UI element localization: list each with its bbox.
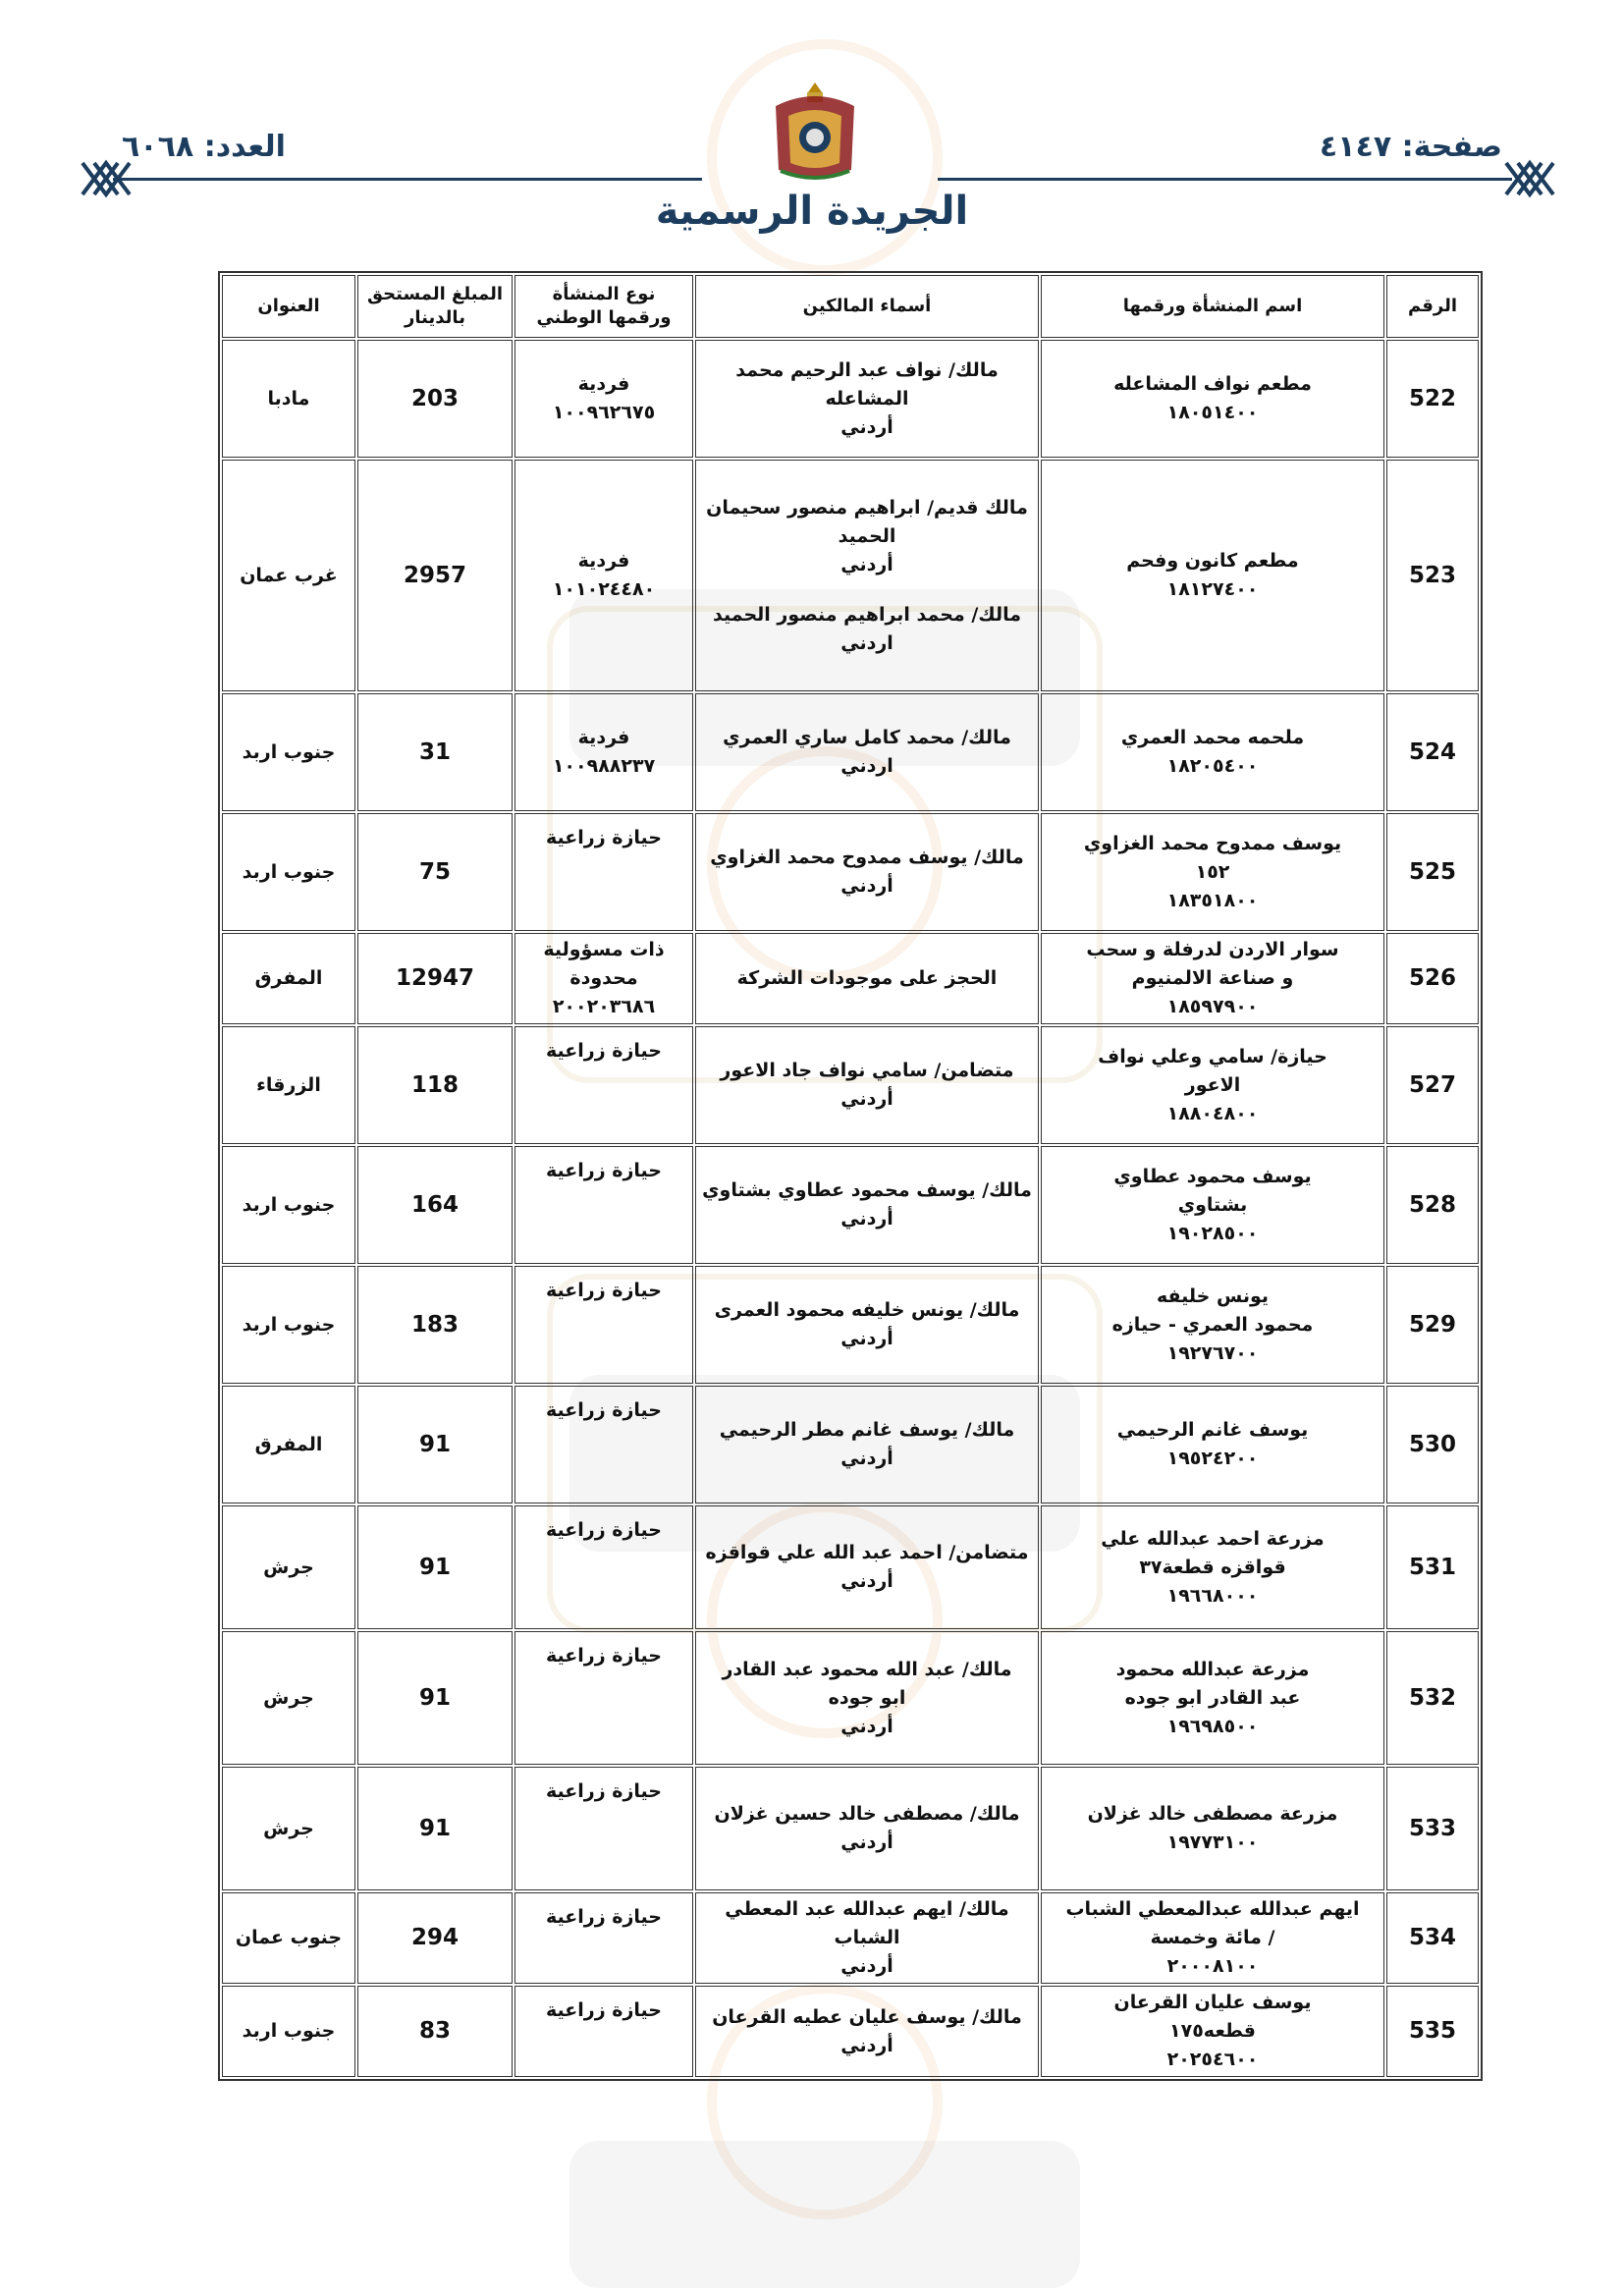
type-cell <box>514 1986 693 2077</box>
type-line: ١٠١٠٢٤٤٨٠ <box>552 578 656 600</box>
type-line: فردية <box>577 727 630 748</box>
amount-cell <box>357 933 513 1024</box>
type-cell <box>514 693 693 811</box>
owner-line: أردني <box>840 1570 893 1592</box>
owner-line: مالك/ نواف عبد الرحيم محمد المشاعله <box>735 358 999 410</box>
type-cell <box>514 340 693 458</box>
address-cell <box>222 1266 355 1384</box>
type-line: فردية <box>577 373 630 395</box>
address-value: جنوب اربد <box>242 1313 336 1336</box>
establishment-line: قطعه١٧٥ <box>1169 2020 1256 2042</box>
establishment-line: ١٩٥٢٤٢٠٠ <box>1166 1448 1259 1469</box>
row-number: 529 <box>1408 1311 1456 1338</box>
amount-value: 83 <box>418 2018 451 2044</box>
amount-value: 91 <box>418 1815 451 1841</box>
row-number: 524 <box>1408 738 1456 765</box>
address-value: جرش <box>263 1556 314 1578</box>
establishment-cell <box>1041 1146 1384 1264</box>
establishment-cell <box>1041 933 1384 1024</box>
amount-cell <box>357 340 513 458</box>
establishment-line: ١٩٠٢٨٥٠٠ <box>1166 1222 1259 1244</box>
owner-entry <box>702 1176 1032 1233</box>
address-cell <box>222 1767 355 1890</box>
owner-entry <box>702 1416 1032 1473</box>
amount-value: 12947 <box>395 965 475 991</box>
owner-line: مالك/ يوسف غانم مطر الرحيمي <box>719 1419 1015 1441</box>
establishment-line: و صناعة الالمنيوم <box>1131 967 1294 989</box>
owner-line: أردني <box>840 2034 893 2056</box>
address-cell <box>222 1631 355 1765</box>
page-number: صفحة: ٤١٤٧ <box>1319 130 1502 164</box>
owner-entry <box>702 494 1032 579</box>
issue-number: العدد: ٦٠٦٨ <box>122 130 286 164</box>
amount-value: 75 <box>418 858 451 885</box>
type-line: حيازة زراعية <box>546 1399 662 1421</box>
owners-cell <box>695 1026 1039 1144</box>
type-cell <box>514 813 693 931</box>
table-row <box>222 340 1479 458</box>
row-number: 528 <box>1408 1191 1456 1218</box>
col-header-address: العنوان <box>222 275 355 338</box>
type-cell <box>514 1266 693 1384</box>
establishment-line: حيازة/ سامي وعلي نواف <box>1098 1045 1327 1067</box>
owner-entry <box>702 601 1032 658</box>
amount-value: 91 <box>418 1554 451 1580</box>
address-value: جنوب عمان <box>235 1927 343 1948</box>
amount-cell <box>357 693 513 811</box>
row-number-cell <box>1386 340 1479 458</box>
establishment-line: مزرعة مصطفى خالد غزلان <box>1087 1803 1338 1825</box>
amount-value: 31 <box>418 738 451 765</box>
owner-entry <box>702 1296 1032 1353</box>
owner-line: أردني <box>840 1955 893 1977</box>
row-number: 532 <box>1408 1684 1456 1711</box>
establishment-line: ١٥٢ <box>1195 860 1230 883</box>
establishment-cell <box>1041 1266 1384 1384</box>
address-value: الزرقاء <box>256 1073 321 1096</box>
owner-line: مالك/ محمد كامل ساري العمري <box>723 727 1011 748</box>
establishment-cell <box>1041 460 1384 691</box>
address-value: غرب عمان <box>240 564 338 586</box>
address-value: جنوب اربد <box>242 740 336 763</box>
amount-cell <box>357 1505 513 1629</box>
amount-cell <box>357 460 513 691</box>
owner-line: أردني <box>840 1088 893 1110</box>
establishment-cell <box>1041 1986 1384 2077</box>
table-row <box>222 460 1479 691</box>
owners-cell <box>695 813 1039 931</box>
establishment-line: ١٩٢٧٦٧٠٠ <box>1166 1341 1259 1364</box>
page-title: الجريدة الرسمية <box>655 189 969 234</box>
owner-line: مالك/ ايهم عبدالله عبد المعطي الشباب <box>725 1898 1009 1948</box>
amount-cell <box>357 1266 513 1384</box>
owner-line: الحميد <box>838 524 896 547</box>
establishment-line: سوار الاردن لدرفلة و سحب <box>1086 939 1339 960</box>
owner-entry <box>702 1057 1032 1114</box>
amount-value: 118 <box>410 1071 459 1098</box>
row-number: 526 <box>1408 965 1456 991</box>
type-cell <box>514 1146 693 1264</box>
address-value: جرش <box>263 1817 314 1839</box>
establishment-line: ملحمه محمد العمري <box>1120 727 1305 748</box>
row-number-cell <box>1386 1146 1479 1264</box>
establishment-line: مطعم نواف المشاعله <box>1113 373 1312 395</box>
establishment-cell <box>1041 340 1384 458</box>
amount-cell <box>357 1986 513 2077</box>
establishment-line: / مائة وخمسة <box>1150 1927 1275 1948</box>
type-cell <box>514 460 693 691</box>
owners-cell <box>695 340 1039 458</box>
amount-value: 91 <box>418 1684 451 1711</box>
establishment-line: ١٩٧٧٣١٠٠ <box>1166 1831 1259 1853</box>
establishment-cell <box>1041 1892 1384 1984</box>
owner-line: مالك/ محمد ابراهيم منصور الحميد <box>712 603 1021 626</box>
establishment-line: يوسف ممدوح محمد الغزاوي <box>1083 832 1342 854</box>
address-value: جرش <box>263 1686 314 1709</box>
owner-entry <box>702 844 1032 901</box>
owner-entry <box>702 724 1032 781</box>
owner-line: الحجز على موجودات الشركة <box>736 967 998 989</box>
address-cell <box>222 460 355 691</box>
col-header-establishment: اسم المنشأة ورقمها <box>1041 275 1384 338</box>
establishment-line: عبد القادر ابو جوده <box>1124 1686 1301 1709</box>
address-value: مادبا <box>267 387 310 410</box>
establishment-cell <box>1041 1631 1384 1765</box>
row-number-cell <box>1386 693 1479 811</box>
type-line: حيازة زراعية <box>546 1160 662 1181</box>
establishment-line: مزرعة عبدالله محمود <box>1115 1658 1310 1680</box>
establishment-line: ٢٠٠٠٨١٠٠ <box>1166 1955 1259 1977</box>
table-row <box>222 693 1479 811</box>
amount-value: 294 <box>410 1925 459 1950</box>
establishment-line: محمود العمري - حيازه <box>1111 1313 1314 1336</box>
establishment-line: يونس خليفه <box>1156 1285 1270 1307</box>
owner-line: مالك/ عبد الله محمود عبد القادر <box>722 1658 1012 1680</box>
establishment-line: ١٨٠٥١٤٠٠ <box>1166 402 1259 423</box>
owner-line: أردني <box>840 1328 893 1349</box>
owner-line: أردني <box>840 1208 893 1230</box>
establishment-cell <box>1041 693 1384 811</box>
address-cell <box>222 1505 355 1629</box>
owners-cell <box>695 1767 1039 1890</box>
row-number-cell <box>1386 813 1479 931</box>
row-number: 531 <box>1408 1554 1456 1580</box>
amount-cell <box>357 813 513 931</box>
address-cell <box>222 693 355 811</box>
establishment-line: ١٩٦٩٨٥٠٠ <box>1166 1715 1259 1737</box>
table-row <box>222 933 1479 1024</box>
owner-line: اردني <box>840 631 893 654</box>
owner-entry <box>702 1800 1032 1857</box>
establishment-cell <box>1041 813 1384 931</box>
row-number-cell <box>1386 1026 1479 1144</box>
row-number: 525 <box>1408 858 1456 885</box>
owners-cell <box>695 1266 1039 1384</box>
amount-cell <box>357 1146 513 1264</box>
owners-cell <box>695 1505 1039 1629</box>
address-cell <box>222 1146 355 1264</box>
address-cell <box>222 1892 355 1984</box>
row-number-cell <box>1386 1767 1479 1890</box>
row-number: 533 <box>1408 1815 1456 1841</box>
owner-line: متضامن/ احمد عبد الله علي قواقزه <box>705 1542 1029 1563</box>
amount-cell <box>357 1631 513 1765</box>
amount-value: 164 <box>410 1191 459 1218</box>
establishment-line: يوسف محمود عطاوي <box>1113 1165 1312 1187</box>
amount-value: 183 <box>410 1311 459 1338</box>
owner-entry <box>702 2003 1032 2060</box>
owner-line: أردني <box>840 1831 893 1853</box>
address-cell <box>222 1026 355 1144</box>
amount-cell <box>357 1386 513 1503</box>
owner-line: أردني <box>840 1448 893 1469</box>
row-number-cell <box>1386 1266 1479 1384</box>
establishment-line: يوسف عليان القرعان <box>1113 1992 1312 2013</box>
row-number: 534 <box>1408 1925 1456 1950</box>
type-line: ذات مسؤولية <box>543 939 665 960</box>
row-number: 530 <box>1408 1431 1456 1457</box>
col-header-number: الرقم <box>1386 275 1479 338</box>
address-cell <box>222 340 355 458</box>
address-value: المفرق <box>254 1433 323 1455</box>
table-row <box>222 1505 1479 1629</box>
row-number: 535 <box>1408 2018 1456 2044</box>
establishment-line: ١٨١٢٧٤٠٠ <box>1166 578 1259 600</box>
establishment-line: مطعم كانون وفحم <box>1126 550 1299 572</box>
table-row <box>222 1986 1479 2077</box>
row-number: 522 <box>1408 385 1456 411</box>
type-cell <box>514 1505 693 1629</box>
row-number-cell <box>1386 1505 1479 1629</box>
type-cell <box>514 933 693 1024</box>
owner-entry <box>702 356 1032 442</box>
amount-cell <box>357 1026 513 1144</box>
establishment-cell <box>1041 1386 1384 1503</box>
row-number-cell <box>1386 1892 1479 1984</box>
type-line: حيازة زراعية <box>546 1280 662 1301</box>
type-line: ١٠٠٩٦٢٦٧٥ <box>552 402 656 423</box>
establishment-line: بشتاوي <box>1177 1193 1248 1216</box>
owner-line: أردني <box>840 415 893 438</box>
owner-entry <box>702 1895 1032 1981</box>
establishment-line: يوسف غانم الرحيمي <box>1116 1419 1309 1441</box>
owners-cell <box>695 1892 1039 1984</box>
establishment-cell <box>1041 1767 1384 1890</box>
owner-line: اردني <box>840 755 893 777</box>
amount-value: 203 <box>410 385 459 411</box>
owners-cell <box>695 933 1039 1024</box>
col-header-amount: المبلغ المستحق بالدينار <box>357 275 513 338</box>
establishment-line: ١٨٥٩٧٩٠٠ <box>1166 996 1259 1017</box>
establishment-line: ايهم عبدالله عبدالمعطي الشباب <box>1065 1898 1360 1920</box>
owner-entry <box>702 964 1032 993</box>
row-number-cell <box>1386 460 1479 691</box>
owner-line: مالك/ يوسف محمود عطاوي بشتاوي <box>702 1179 1032 1201</box>
establishment-line: الاعور <box>1184 1073 1241 1096</box>
row-number: 523 <box>1408 562 1456 588</box>
amount-cell <box>357 1892 513 1984</box>
owners-cell <box>695 460 1039 691</box>
type-line: محدودة <box>569 967 638 989</box>
amount-cell <box>357 1767 513 1890</box>
type-cell <box>514 1026 693 1144</box>
type-line: حيازة زراعية <box>546 827 662 848</box>
owner-line: مالك قديم/ ابراهيم منصور سحيمان <box>706 496 1028 519</box>
establishment-line: ٢٠٢٥٤٦٠٠ <box>1166 2049 1259 2070</box>
address-value: جنوب اربد <box>242 1193 336 1216</box>
type-line: حيازة زراعية <box>546 1906 662 1928</box>
owner-line: متضامن/ سامي نواف جاد الاعور <box>720 1060 1014 1081</box>
owners-cell <box>695 1146 1039 1264</box>
type-cell <box>514 1386 693 1503</box>
owners-cell <box>695 1386 1039 1503</box>
type-line: حيازة زراعية <box>546 1519 662 1541</box>
row-number-cell <box>1386 1631 1479 1765</box>
coat-of-arms-icon <box>761 77 869 185</box>
col-header-owners: أسماء المالكين <box>695 275 1039 338</box>
owner-line: مالك/ يوسف ممدوح محمد الغزاوي <box>710 847 1024 868</box>
owner-line: أردني <box>840 1715 893 1737</box>
type-cell <box>514 1631 693 1765</box>
table-row <box>222 1767 1479 1890</box>
address-value: جنوب اربد <box>242 860 336 883</box>
type-line: فردية <box>577 550 630 572</box>
type-line: ٢٠٠٢٠٣٦٨٦ <box>552 996 656 1017</box>
establishment-line: ١٩٦٦٨٠٠٠ <box>1166 1584 1259 1607</box>
table-row <box>222 1631 1479 1765</box>
owner-entry <box>702 1656 1032 1741</box>
type-line: حيازة زراعية <box>546 1780 662 1802</box>
type-line: ١٠٠٩٨٨٢٣٧ <box>552 755 656 777</box>
owner-line: أردني <box>840 875 893 897</box>
owners-cell <box>695 1986 1039 2077</box>
amount-value: 91 <box>418 1431 451 1457</box>
owners-cell <box>695 1631 1039 1765</box>
table-row <box>222 1146 1479 1264</box>
owner-entry <box>702 1539 1032 1596</box>
table-row <box>222 1266 1479 1384</box>
establishments-table <box>218 271 1483 2081</box>
owner-line: مالك/ يونس خليفه محمود العمرى <box>714 1299 1020 1321</box>
address-cell <box>222 1986 355 2077</box>
row-number-cell <box>1386 1986 1479 2077</box>
owners-cell <box>695 693 1039 811</box>
establishment-line: قواقزه قطعة٣٧ <box>1139 1556 1286 1578</box>
type-line: حيازة زراعية <box>546 1999 662 2021</box>
owner-line: ابو جوده <box>828 1686 906 1709</box>
owner-line: مالك/ مصطفى خالد حسين غزلان <box>714 1803 1020 1825</box>
row-number-cell <box>1386 933 1479 1024</box>
table-row <box>222 1892 1479 1984</box>
address-cell <box>222 933 355 1024</box>
address-cell <box>222 813 355 931</box>
establishment-cell <box>1041 1026 1384 1144</box>
amount-value: 2957 <box>403 562 466 588</box>
type-line: حيازة زراعية <box>546 1645 662 1667</box>
establishment-line: ١٨٨٠٤٨٠٠ <box>1166 1102 1259 1124</box>
row-number: 527 <box>1408 1071 1456 1098</box>
row-number-cell <box>1386 1386 1479 1503</box>
establishment-line: مزرعة احمد عبدالله علي <box>1101 1527 1325 1550</box>
address-cell <box>222 1386 355 1503</box>
owner-line: مالك/ يوسف عليان عطيه القرعان <box>712 2005 1022 2028</box>
table-row <box>222 1386 1479 1503</box>
owner-line: أردني <box>840 553 893 575</box>
establishment-cell <box>1041 1505 1384 1629</box>
type-cell <box>514 1892 693 1984</box>
header-rule-right <box>938 178 1512 181</box>
table-row <box>222 813 1479 931</box>
col-header-type: نوع المنشأة ورقمها الوطني <box>514 275 693 338</box>
header-rule-left <box>113 178 702 181</box>
establishment-line: ١٨٢٠٥٤٠٠ <box>1166 755 1259 777</box>
type-line: حيازة زراعية <box>546 1040 662 1062</box>
establishment-line: ١٨٣٥١٨٠٠ <box>1166 889 1259 911</box>
address-value: المفرق <box>254 967 323 989</box>
table-row <box>222 1026 1479 1144</box>
address-value: جنوب اربد <box>242 2020 336 2042</box>
table-header-row <box>222 275 1479 338</box>
type-cell <box>514 1767 693 1890</box>
